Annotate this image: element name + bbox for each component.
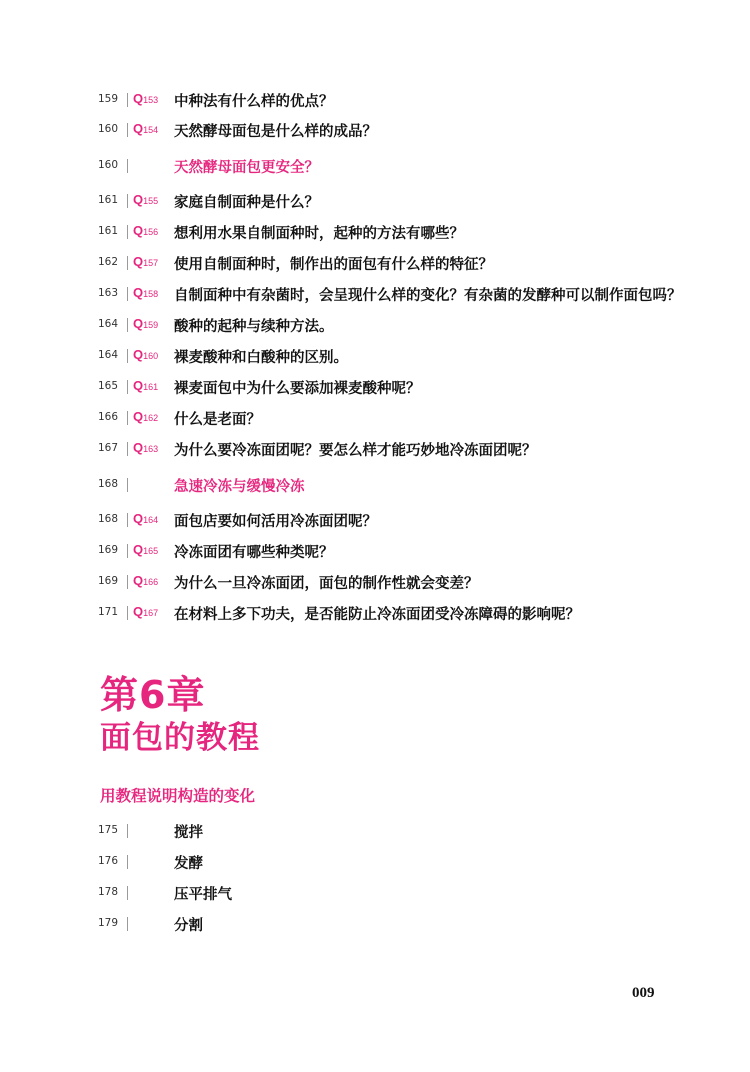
question-number: 166 [143,577,159,587]
chapter-title: 面包的教程 [100,720,260,756]
toc-divider [127,606,128,620]
toc-question-row [0,509,750,531]
toc-page-number: 179 [98,917,119,929]
question-badge [133,347,158,362]
toc-question-text: 使用自制面种时，制作出的面包有什么样的特征？ [174,257,493,273]
toc-divider [127,194,128,208]
question-badge [133,573,158,588]
toc-question-row [0,407,750,429]
question-prefix: Q [133,409,144,424]
toc-question-row [0,314,750,336]
question-badge [133,409,158,424]
toc-question-text: 冷冻面团有哪些种类呢？ [174,545,334,561]
question-prefix: Q [133,378,144,393]
toc-question-text: 为什么一旦冷冻面团，面包的制作性就会变差？ [174,576,479,592]
toc-divider [127,442,128,456]
toc-divider [127,349,128,363]
toc-question-text: 酸种的起种与续种方法。 [174,319,334,335]
toc-divider [127,544,128,558]
toc-question-row [0,376,750,398]
toc-question-text: 中种法有什么样的优点？ [174,94,334,110]
toc-question-text: 天然酵母面包是什么样的成品？ [174,124,377,140]
toc-section-title: 急速冷冻与缓慢冷冻 [174,479,305,495]
toc-divider [127,411,128,425]
toc-question-row [0,221,750,243]
toc-section-title: 天然酵母面包更安全？ [174,160,319,176]
toc-page-number: 178 [98,886,119,898]
question-prefix: Q [133,604,144,619]
toc-page-number: 169 [98,544,119,556]
toc-divider [127,225,128,239]
toc-question-text: 想利用水果自制面种时，起种的方法有哪些？ [174,226,464,242]
toc-question-row [0,571,750,593]
toc-page-number: 165 [98,380,119,392]
question-prefix: Q [133,573,144,588]
question-prefix: Q [133,91,144,106]
question-prefix: Q [133,223,144,238]
toc-question-text: 为什么要冷冻面团呢？要怎么样才能巧妙地冷冻面团呢？ [174,443,537,459]
toc-question-row [0,252,750,274]
question-number: 154 [143,125,159,135]
toc-topic-text: 搅拌 [174,825,203,841]
question-number: 155 [143,196,159,206]
question-number: 159 [143,320,159,330]
question-badge [133,192,158,207]
question-badge [133,604,158,619]
question-badge [133,285,158,300]
toc-topic-text: 发酵 [174,856,203,872]
toc-page-number: 164 [98,318,119,330]
question-badge [133,511,158,526]
chapter-subheading: 用教程说明构造的变化 [100,787,256,805]
toc-divider [127,824,128,838]
question-prefix: Q [133,285,144,300]
toc-question-row [0,540,750,562]
question-number: 160 [143,351,159,361]
question-number: 167 [143,608,159,618]
toc-page-number: 164 [98,349,119,361]
toc-page-number: 168 [98,513,119,525]
question-badge [133,254,158,269]
question-badge [133,91,158,106]
toc-page-number: 167 [98,442,119,454]
toc-page-number: 168 [98,478,119,490]
toc-divider [127,855,128,869]
toc-divider [127,380,128,394]
toc-question-text: 自制面种中有杂菌时，会呈现什么样的变化？有杂菌的发酵种可以制作面包吗？ [174,288,682,304]
question-prefix: Q [133,121,144,136]
question-prefix: Q [133,254,144,269]
toc-divider [127,93,128,107]
toc-page-number: 160 [98,123,119,135]
toc-page-number: 169 [98,575,119,587]
toc-page-number: 159 [98,93,119,105]
toc-page-number: 161 [98,194,119,206]
question-badge [133,223,158,238]
toc-topic-text: 压平排气 [174,887,232,903]
toc-topic-row [0,851,750,873]
question-prefix: Q [133,347,144,362]
question-prefix: Q [133,542,144,557]
toc-page-number: 161 [98,225,119,237]
toc-divider [127,287,128,301]
toc-divider [127,917,128,931]
toc-divider [127,318,128,332]
toc-divider [127,256,128,270]
toc-question-row [0,89,750,111]
page-number: 009 [632,985,655,1001]
toc-question-text: 什么是老面？ [174,412,261,428]
question-badge [133,378,158,393]
question-badge [133,121,158,136]
question-badge [133,440,158,455]
question-prefix: Q [133,316,144,331]
toc-topic-row [0,820,750,842]
question-badge [133,542,158,557]
question-number: 164 [143,515,159,525]
toc-question-text: 家庭自制面种是什么？ [174,195,319,211]
toc-topic-row [0,913,750,935]
question-number: 161 [143,382,159,392]
question-number: 153 [143,95,159,105]
chapter-number: 第6章 [100,673,206,717]
question-number: 162 [143,413,159,423]
question-number: 156 [143,227,159,237]
toc-page-number: 175 [98,824,119,836]
toc-page-number: 163 [98,287,119,299]
question-prefix: Q [133,511,144,526]
question-number: 157 [143,258,159,268]
question-number: 158 [143,289,159,299]
toc-divider [127,159,128,173]
toc-question-row [0,345,750,367]
toc-topic-row [0,882,750,904]
question-number: 163 [143,444,159,454]
toc-question-text: 裸麦面包中为什么要添加裸麦酸种呢？ [174,381,421,397]
toc-divider [127,575,128,589]
toc-question-row [0,283,750,305]
toc-question-row [0,438,750,460]
toc-divider [127,513,128,527]
toc-section-row [0,155,750,177]
toc-question-text: 在材料上多下功夫，是否能防止冷冻面团受冷冻障碍的影响呢？ [174,607,580,623]
toc-question-row [0,190,750,212]
toc-section-row [0,474,750,496]
toc-question-text: 裸麦酸种和白酸种的区别。 [174,350,348,366]
toc-question-text: 面包店要如何活用冷冻面团呢？ [174,514,377,530]
toc-divider [127,886,128,900]
toc-page-number: 171 [98,606,119,618]
question-number: 165 [143,546,159,556]
question-prefix: Q [133,192,144,207]
toc-page-number: 176 [98,855,119,867]
toc-question-row [0,119,750,141]
toc-divider [127,123,128,137]
toc-page-number: 162 [98,256,119,268]
question-prefix: Q [133,440,144,455]
question-badge [133,316,158,331]
toc-divider [127,478,128,492]
toc-topic-text: 分割 [174,918,203,934]
toc-page-number: 166 [98,411,119,423]
toc-question-row [0,602,750,624]
toc-page-number: 160 [98,159,119,171]
